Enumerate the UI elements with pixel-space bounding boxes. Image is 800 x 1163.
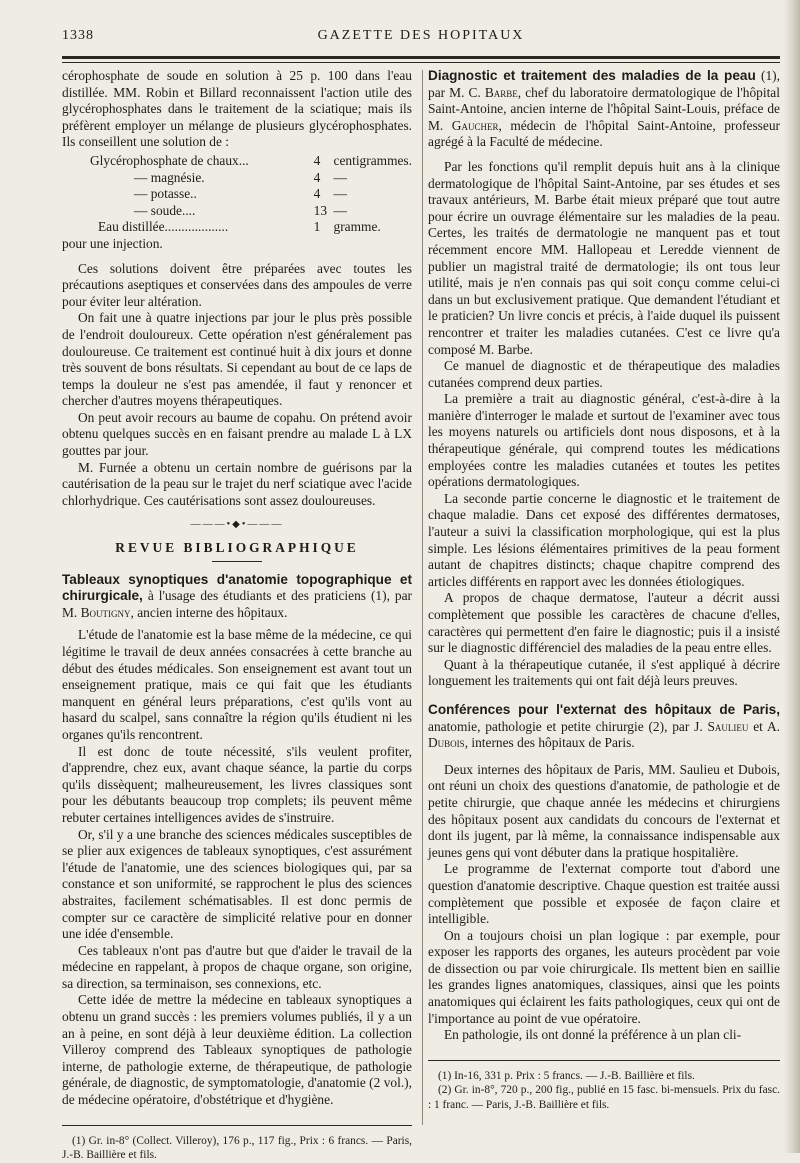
review-title: Tableaux synoptiques d'anatomie topographique et chirurgicale, (62, 571, 412, 604)
footnote-rule (62, 1125, 412, 1126)
paragraph: Or, s'il y a une branche des sciences médicales susceptibles de se plier aux exigences de tableaux synoptiques, c'est assurément l'étude de l'anatomie, une des sciences biologiques qui, par sa constance et son uniformité, se rapprochent le plus des sciences abstraites, facilement schématisables. Il est donc permis de compter sur ce caractère de simplicité relative pour en donner une idée d'ensemble. (62, 826, 412, 942)
review-author: Saulieu (707, 718, 749, 734)
footnote: (1) In-16, 331 p. Prix : 5 francs. — J.-B. Baillière et fils. (438, 1069, 695, 1082)
section-title: REVUE BIBLIOGRAPHIQUE (115, 540, 359, 556)
paragraph: Deux internes des hôpitaux de Paris, MM. Saulieu et Dubois, ont réuni un choix des questions d'anatomie, de pathologie et de petite chirurgie, que chaque année les médecins et chirurgiens des hôpitaux posent aux candidats du concours de l'externat et dont ils jugent, par là même, la connaissance indispensable aux jeunes gens qui vont débuter dans la pratique hospitalière. (428, 761, 780, 860)
prescription-table (90, 153, 412, 236)
page-number: 1338 (62, 28, 94, 43)
paragraph: On fait une à quatre injections par jour le plus près possible de l'endroit douloureux. Cette opération n'est généralement pas douloureuse. Ce traitement est continué huit à dix jours et donne très souvent de bons résultats. Si cependant au bout de ce laps de temps la douleur ne s'est pas amendée, il faut y renoncer et chercher d'autres moyens thérapeutiques. (62, 310, 412, 409)
prescription-row: — potasse.. 4 — (134, 186, 347, 202)
prescription-row: Eau distillée................... 1 gramme. (98, 219, 381, 235)
footnote: (1) Gr. in-8° (Collect. Villeroy), 176 p., 117 fig., Prix : 6 francs. — Paris, J.-B. Baillière et fils. (62, 1134, 412, 1162)
footnote-rule (428, 1060, 780, 1061)
paragraph: On a toujours choisi un plan logique : par exemple, pour exposer les rapports des organes, les auteurs procèdent par voie de dissection ou par voie chirurgicale. Ils mettent bien en saillie les grandes lignes anatomiques, classiques, ainsi que les points anatomiques qui éclairent les faits pathologiques, ceux qui ont de l'importance au point de vue opératoire. (428, 927, 780, 1026)
paragraph: L'étude de l'anatomie est la base même de la médecine, ce qui légitime le travail de deux années consacrées à cette branche au début des études médicales. Son enseignement est avant tout un enseignement pratique, mais ce qui fait que les étudiants manquent en général leurs préparations, c'est qu'ils vont au hasard du scalpel, sans connaître la région qu'ils étudient ni les organes qu'ils rencontrent. (62, 627, 412, 742)
column-divider (422, 70, 423, 1125)
review-author: Dubois (428, 735, 465, 751)
prescription-row: Glycérophosphate de chaux... 4 centigrammes. (90, 152, 412, 168)
paragraph: pour une injection. (62, 235, 163, 251)
page-header (62, 28, 780, 50)
review-author: Boutigny (80, 604, 131, 620)
paragraph: Ces solutions doivent être préparées avec toutes les précautions aseptiques et conservées dans des ampoules de verre pour éviter leur altération. (62, 260, 412, 309)
review-heading: Conférences pour l'externat des hôpitaux de Paris, anatomie, pathologie et petite chirurgie (2), par J. Saulieu et A. Dubois, internes des hôpitaux de Paris. (428, 701, 780, 751)
review-heading: Tableaux synoptiques d'anatomie topographique et chirurgicale, à l'usage des étudiants et des praticiens (1), par M. Boutigny, ancien interne des hôpitaux. (62, 571, 412, 620)
review-title: Diagnostic et traitement des maladies de la peau (428, 68, 756, 83)
review-title: Conférences pour l'externat des hôpitaux de Paris, (428, 701, 780, 717)
paragraph: Par les fonctions qu'il remplit depuis huit ans à la clinique dermatologique de l'hôpital Saint-Antoine, par ses études et ses travaux antérieurs, M. Barbe était mieux préparé que tout autre pour écrire un ouvrage élémentaire sur les maladies de la peau. Certes, les traités de dermatologie ne manquent pas et tout récemment encore MM. Hallopeau et Leredde viennent de publier un magistral traité de dermatologie; ils ont tous leur utilité, mais je n'en connais pas qui soit conçu comme celui-ci dans un but exclusivement pratique. Que demandent l'étudiant et le praticien? Un livre concis et précis, à l'aide duquel ils puissent rencontrer et traiter les maladies cutanées. C'est ce livre qu'a composé M. Barbe. (428, 158, 780, 357)
paragraph: Quant à la thérapeutique cutanée, il s'est appliqué à décrire longuement les traitements qui ont fait déjà leurs preuves. (428, 656, 780, 689)
paragraph: La première a trait au diagnostic général, c'est-à-dire à la manière d'interroger le malade et surtout de l'examiner avec tous les moyens naturels ou artificiels dont nous disposons, et à la thérapeutique générale, qui comprend toutes les médications employées contre les maladies cutanées et toutes les petites opérations dermatologiques. (428, 391, 780, 490)
paragraph: Ces tableaux n'ont pas d'autre but que d'aider le travail de la médecine en rappelant, à propos de chaque organe, son origine, sa direction, sa terminaison, ses connexions, etc. (62, 942, 412, 991)
paragraph: Ce manuel de diagnostic et de thérapeutique des maladies cutanées comprend deux parties. (428, 358, 780, 390)
right-column (428, 68, 780, 1112)
review-author: Barbe (484, 84, 518, 100)
prescription-row: — soude.... 13 — (134, 202, 347, 218)
paragraph: Le programme de l'externat comporte tout d'abord une question d'anatomie descriptive. Chaque question est traitée aussi complètement que possible et exposée de façon claire et intelligible. (428, 861, 780, 927)
header-rule-thick (62, 56, 780, 59)
paragraph: cérophosphate de soude en solution à 25 p. 100 dans l'eau distillée. MM. Robin et Billard reconnaissent l'action utile des glycérophosphates dans le traitement de la sciatique; mais ils préfèrent employer un mélange de plusieurs glycérophosphates. Ils conseillent une solution de : (62, 68, 412, 150)
journal-title: GAZETTE DES HOPITAUX (317, 28, 525, 43)
paragraph: On peut avoir recours au baume de copahu. On prétend avoir obtenu quelques succès en en faisant prendre au malade L à LX gouttes par jour. (62, 409, 412, 459)
prescription-row: — magnésie. 4 — (134, 169, 347, 185)
page-edge (784, 0, 800, 1153)
paragraph: En pathologie, ils ont donné la préférence à un plan cli- (444, 1027, 742, 1043)
footnote: (2) Gr. in-8°, 720 p., 200 fig., publié en 15 fasc. bi-mensuels. Prix du fasc. : 1 franc. — Paris, J.-B. Baillière et fils. (428, 1084, 780, 1111)
left-column (62, 68, 412, 1163)
preface-author: Gaucher (451, 117, 499, 133)
section-ornament: ———•◆•——— (190, 519, 284, 531)
paragraph: M. Furnée a obtenu un certain nombre de guérisons par la cautérisation de la peau sur le trajet du nerf sciatique avec l'acide chlorhydrique. Ces cautérisations sont assez douloureuses. (62, 459, 412, 508)
paragraph: Il est donc de toute nécessité, s'ils veulent profiter, d'apprendre, chez eux, avant chaque séance, la partie du corps qu'ils dissèquent; malheureusement, les livres classiques sont pour les débutants beaucoup trop complets; ils peuvent même rebuter certaines intelligences avides de s'instruire. (62, 743, 412, 825)
review-heading: Diagnostic et traitement des maladies de la peau (1), par M. C. Barbe, chef du laboratoire dermatologique de l'hôpital Saint-Antoine, ancien interne de l'hôpital Saint-Louis, préface de M. Gaucher, médecin de l'hôpital Saint-Antoine, professeur agrégé à la Faculté de médecine. (428, 68, 780, 150)
paragraph: A propos de chaque dermatose, l'auteur a décrit aussi complètement que possible les caractères de chacune d'elles, caractères qui permettent d'en faire le diagnostic; puis il a insisté sur le diagnostic différenciel des maladies de la peau entre elles. (428, 590, 780, 656)
section-rule (212, 561, 262, 562)
header-rule-thin (62, 62, 780, 63)
paragraph: La seconde partie concerne le diagnostic et le traitement de chaque maladie. Dans cet exposé des différentes dermatoses, l'auteur a suivi la classification morphologique, qui est la plus simple. Les lésions élémentaires primitives de la peau forment autant de chapitres distincts; chaque chapitre comprend des articles différents en rapport avec les données étiologiques. (428, 490, 780, 589)
paragraph: Cette idée de mettre la médecine en tableaux synoptiques a obtenu un grand succès : les premiers volumes publiés, il y a un an à peine, en sont déjà à leur deuxième édition. La collection Villeroy comprend des Tableaux synoptiques de pathologie interne, de pathologie externe, de thérapeutique, de pathologie générale, de diagnostic, de symptomatologie, d'anatomie (2 vol.), de médecine opératoire, d'obstétrique et d'hygiène. (62, 992, 412, 1108)
